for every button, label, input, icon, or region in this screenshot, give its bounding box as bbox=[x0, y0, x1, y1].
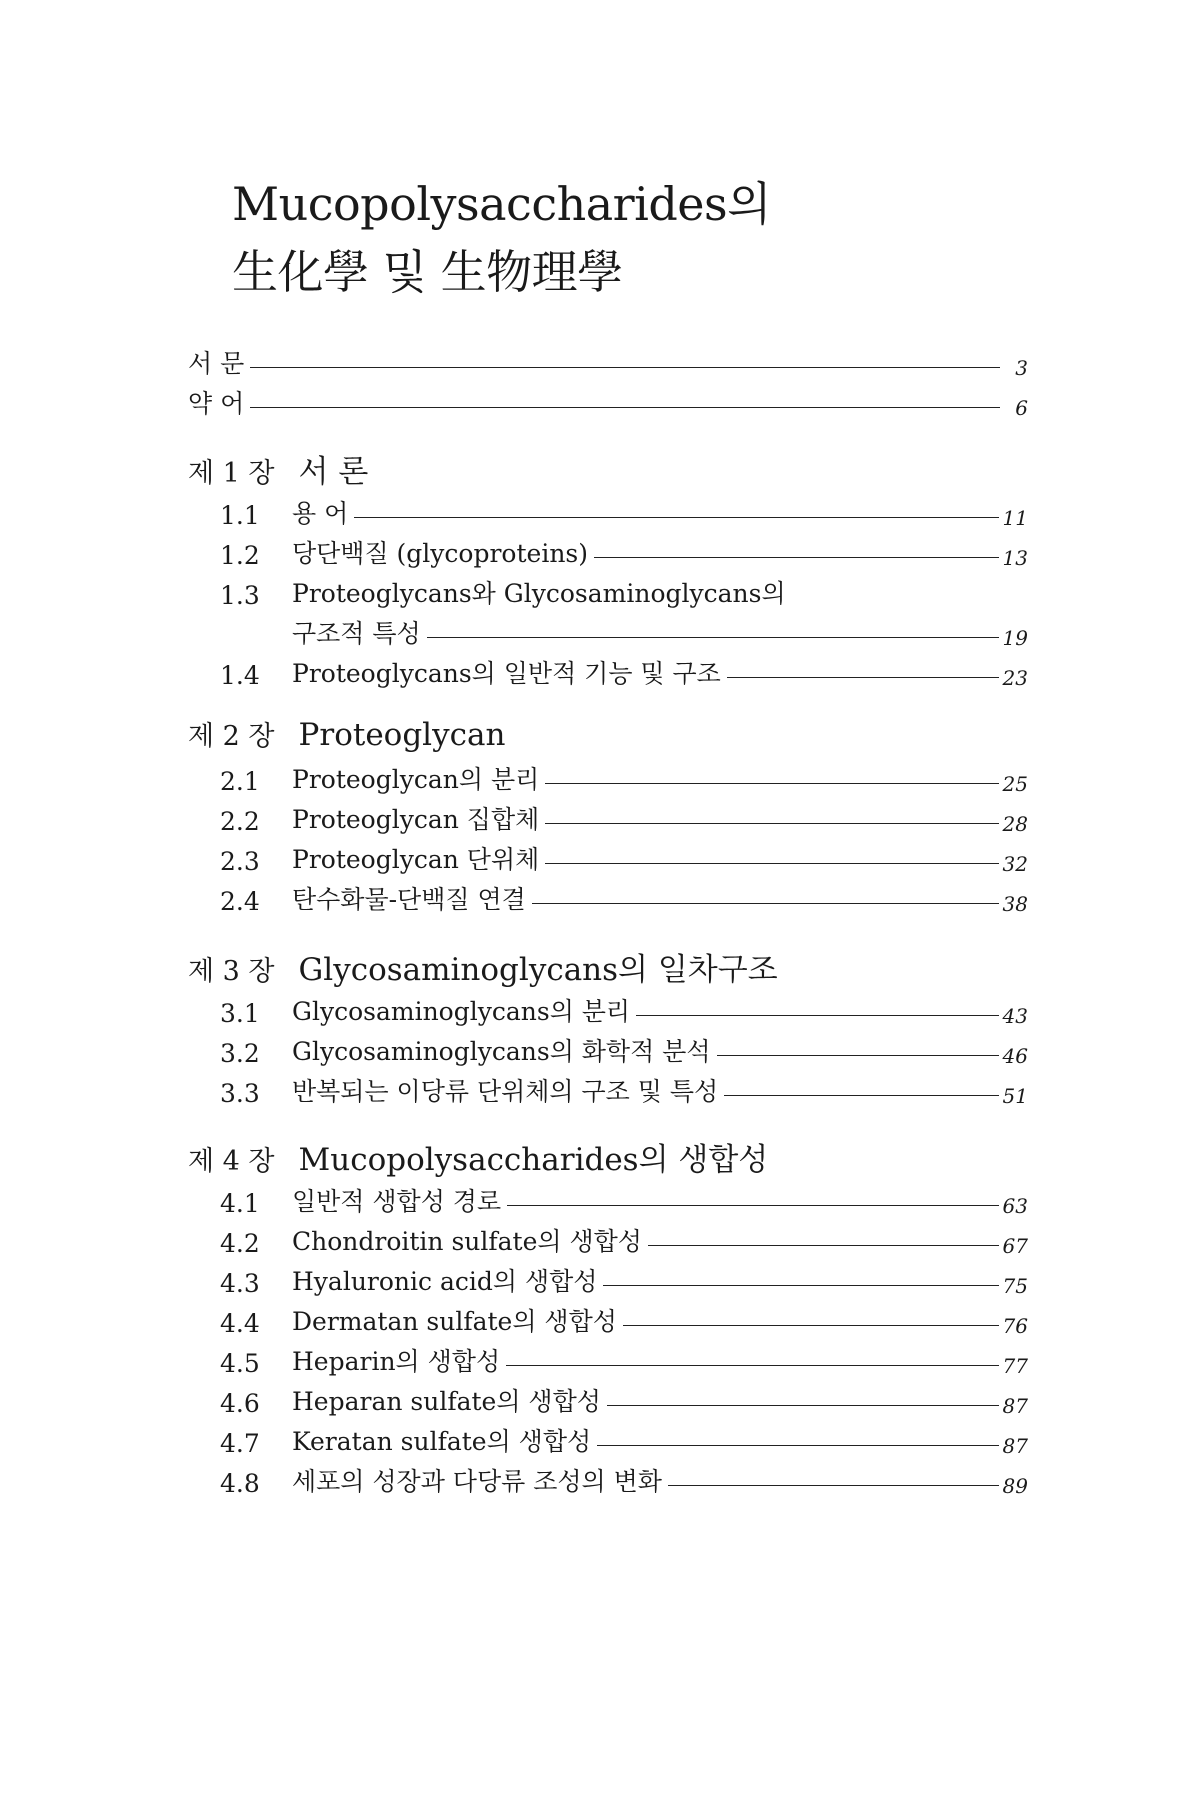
section-number: 4.7 bbox=[220, 1429, 260, 1458]
dot-leader bbox=[354, 517, 998, 518]
section-number: 1.3 bbox=[220, 581, 260, 610]
title-line-1: Mucopolysaccharides의 bbox=[232, 177, 772, 231]
toc-entry bbox=[188, 988, 1028, 1028]
toc-page-number: 76 bbox=[1002, 1314, 1028, 1338]
chapter-number: 제 2 장 bbox=[188, 721, 275, 752]
toc-label: Glycosaminoglycans의 분리 bbox=[292, 997, 631, 1026]
chapter-number: 제 3 장 bbox=[188, 956, 275, 987]
chapter-heading-4 bbox=[188, 1134, 768, 1179]
dot-leader bbox=[607, 1405, 999, 1406]
toc-entry bbox=[188, 1298, 1028, 1338]
dot-leader bbox=[668, 1485, 999, 1486]
toc-page-number: 32 bbox=[1002, 852, 1028, 876]
chapter-number: 제 1 장 bbox=[188, 458, 275, 489]
section-number: 4.1 bbox=[220, 1189, 260, 1218]
section-number: 2.1 bbox=[220, 767, 260, 796]
toc-entry bbox=[188, 756, 1028, 796]
dot-leader bbox=[507, 1205, 998, 1206]
toc-label: 탄수화물-단백질 연결 bbox=[292, 885, 526, 914]
toc-entry bbox=[188, 1378, 1028, 1418]
section-number: 3.3 bbox=[220, 1079, 260, 1108]
toc-label: 약 어 bbox=[188, 389, 245, 418]
dot-leader bbox=[623, 1325, 999, 1326]
section-number: 4.2 bbox=[220, 1229, 260, 1258]
toc-label: 일반적 생합성 경로 bbox=[292, 1187, 502, 1216]
section-number: 4.3 bbox=[220, 1269, 260, 1298]
document-title bbox=[232, 170, 771, 306]
toc-page-number: 43 bbox=[1002, 1004, 1028, 1028]
toc-page-number: 3 bbox=[1015, 356, 1028, 380]
toc-entry bbox=[188, 1418, 1028, 1458]
toc-entry bbox=[188, 490, 1028, 530]
toc-entry bbox=[188, 530, 1028, 570]
section-number: 2.4 bbox=[220, 887, 260, 916]
toc-label: Chondroitin sulfate의 생합성 bbox=[292, 1227, 642, 1256]
toc-page-number: 89 bbox=[1002, 1474, 1028, 1498]
toc-label: Keratan sulfate의 생합성 bbox=[292, 1427, 592, 1456]
toc-label: Proteoglycan 단위체 bbox=[292, 845, 540, 874]
toc-label: 세포의 성장과 다당류 조성의 변화 bbox=[292, 1467, 662, 1496]
toc-page-number: 77 bbox=[1002, 1354, 1028, 1378]
dot-leader bbox=[532, 903, 999, 904]
section-number: 4.6 bbox=[220, 1389, 260, 1418]
dot-leader bbox=[717, 1055, 999, 1056]
toc-entry-front-2 bbox=[188, 380, 1028, 420]
section-number: 1.1 bbox=[220, 501, 260, 530]
toc-label: Proteoglycan의 분리 bbox=[292, 765, 540, 794]
toc-page-number: 13 bbox=[1002, 546, 1028, 570]
section-number: 1.4 bbox=[220, 661, 260, 690]
toc-page-number: 23 bbox=[1002, 666, 1028, 690]
dot-leader bbox=[594, 557, 999, 558]
dot-leader bbox=[250, 407, 1000, 408]
toc-label: 당단백질 (glycoproteins) bbox=[292, 539, 589, 568]
toc-entry bbox=[188, 1338, 1028, 1378]
dot-leader bbox=[648, 1245, 999, 1246]
toc-page-number: 11 bbox=[1002, 506, 1028, 530]
toc-label: 용 어 bbox=[292, 499, 349, 528]
toc-entry-continuation bbox=[188, 610, 1028, 650]
toc-label: Proteoglycan 집합체 bbox=[292, 805, 540, 834]
toc-entry bbox=[188, 876, 1028, 916]
chapter-heading-2 bbox=[188, 714, 505, 753]
toc-page-number: 6 bbox=[1015, 396, 1028, 420]
section-number: 3.2 bbox=[220, 1039, 260, 1068]
toc-page-number: 28 bbox=[1002, 812, 1028, 836]
chapter-heading-1 bbox=[188, 446, 368, 491]
toc-label: 서 문 bbox=[188, 349, 245, 378]
toc-page-number: 25 bbox=[1002, 772, 1028, 796]
toc-label: Heparan sulfate의 생합성 bbox=[292, 1387, 601, 1416]
chapter-title: Mucopolysaccharides의 생합성 bbox=[298, 1142, 769, 1178]
dot-leader bbox=[727, 677, 999, 678]
toc-page-number: 67 bbox=[1002, 1234, 1028, 1258]
toc-label: Heparin의 생합성 bbox=[292, 1347, 501, 1376]
dot-leader bbox=[636, 1015, 998, 1016]
dot-leader bbox=[603, 1285, 998, 1286]
toc-entry bbox=[188, 1028, 1028, 1068]
chapter-title: Proteoglycan bbox=[298, 717, 506, 753]
toc-entry bbox=[188, 1258, 1028, 1298]
section-number: 2.2 bbox=[220, 807, 260, 836]
toc-entry bbox=[188, 650, 1028, 690]
toc-page-number: 38 bbox=[1002, 892, 1028, 916]
toc-page-number: 46 bbox=[1002, 1044, 1028, 1068]
toc-page-number: 75 bbox=[1002, 1274, 1028, 1298]
dot-leader bbox=[545, 823, 998, 824]
toc-entry bbox=[188, 570, 1028, 610]
toc-entry bbox=[188, 1458, 1028, 1498]
toc-entry bbox=[188, 836, 1028, 876]
chapter-heading-3 bbox=[188, 944, 778, 989]
section-number: 3.1 bbox=[220, 999, 260, 1028]
toc-entry-front-1 bbox=[188, 340, 1028, 380]
chapter-title: Glycosaminoglycans의 일차구조 bbox=[298, 952, 778, 988]
title-line-2: 生化學 및 生物理學 bbox=[232, 245, 623, 299]
toc-entry bbox=[188, 796, 1028, 836]
dot-leader bbox=[545, 783, 998, 784]
section-number: 4.5 bbox=[220, 1349, 260, 1378]
toc-label: Proteoglycans와 Glycosaminoglycans의 bbox=[292, 579, 786, 608]
dot-leader bbox=[427, 637, 999, 638]
toc-label: 반복되는 이당류 단위체의 구조 및 특성 bbox=[292, 1077, 719, 1106]
toc-label: Dermatan sulfate의 생합성 bbox=[292, 1307, 617, 1336]
toc-page-number: 63 bbox=[1002, 1194, 1028, 1218]
toc-label: 구조적 특성 bbox=[292, 619, 421, 648]
toc-page-number: 51 bbox=[1002, 1084, 1028, 1108]
chapter-number: 제 4 장 bbox=[188, 1146, 275, 1177]
toc-page-number: 87 bbox=[1002, 1394, 1028, 1418]
section-number: 4.4 bbox=[220, 1309, 260, 1338]
toc-page-number: 87 bbox=[1002, 1434, 1028, 1458]
toc-entry bbox=[188, 1068, 1028, 1108]
section-number: 4.8 bbox=[220, 1469, 260, 1498]
chapter-title: 서 론 bbox=[298, 454, 369, 490]
toc-entry bbox=[188, 1178, 1028, 1218]
dot-leader bbox=[506, 1365, 998, 1366]
dot-leader bbox=[597, 1445, 998, 1446]
section-number: 2.3 bbox=[220, 847, 260, 876]
dot-leader bbox=[545, 863, 998, 864]
toc-label: Glycosaminoglycans의 화학적 분석 bbox=[292, 1037, 711, 1066]
section-number: 1.2 bbox=[220, 541, 260, 570]
toc-label: Proteoglycans의 일반적 기능 및 구조 bbox=[292, 659, 721, 688]
toc-page-number: 19 bbox=[1002, 626, 1028, 650]
dot-leader bbox=[250, 367, 1000, 368]
toc-label: Hyaluronic acid의 생합성 bbox=[292, 1267, 598, 1296]
dot-leader bbox=[724, 1095, 998, 1096]
toc-entry bbox=[188, 1218, 1028, 1258]
